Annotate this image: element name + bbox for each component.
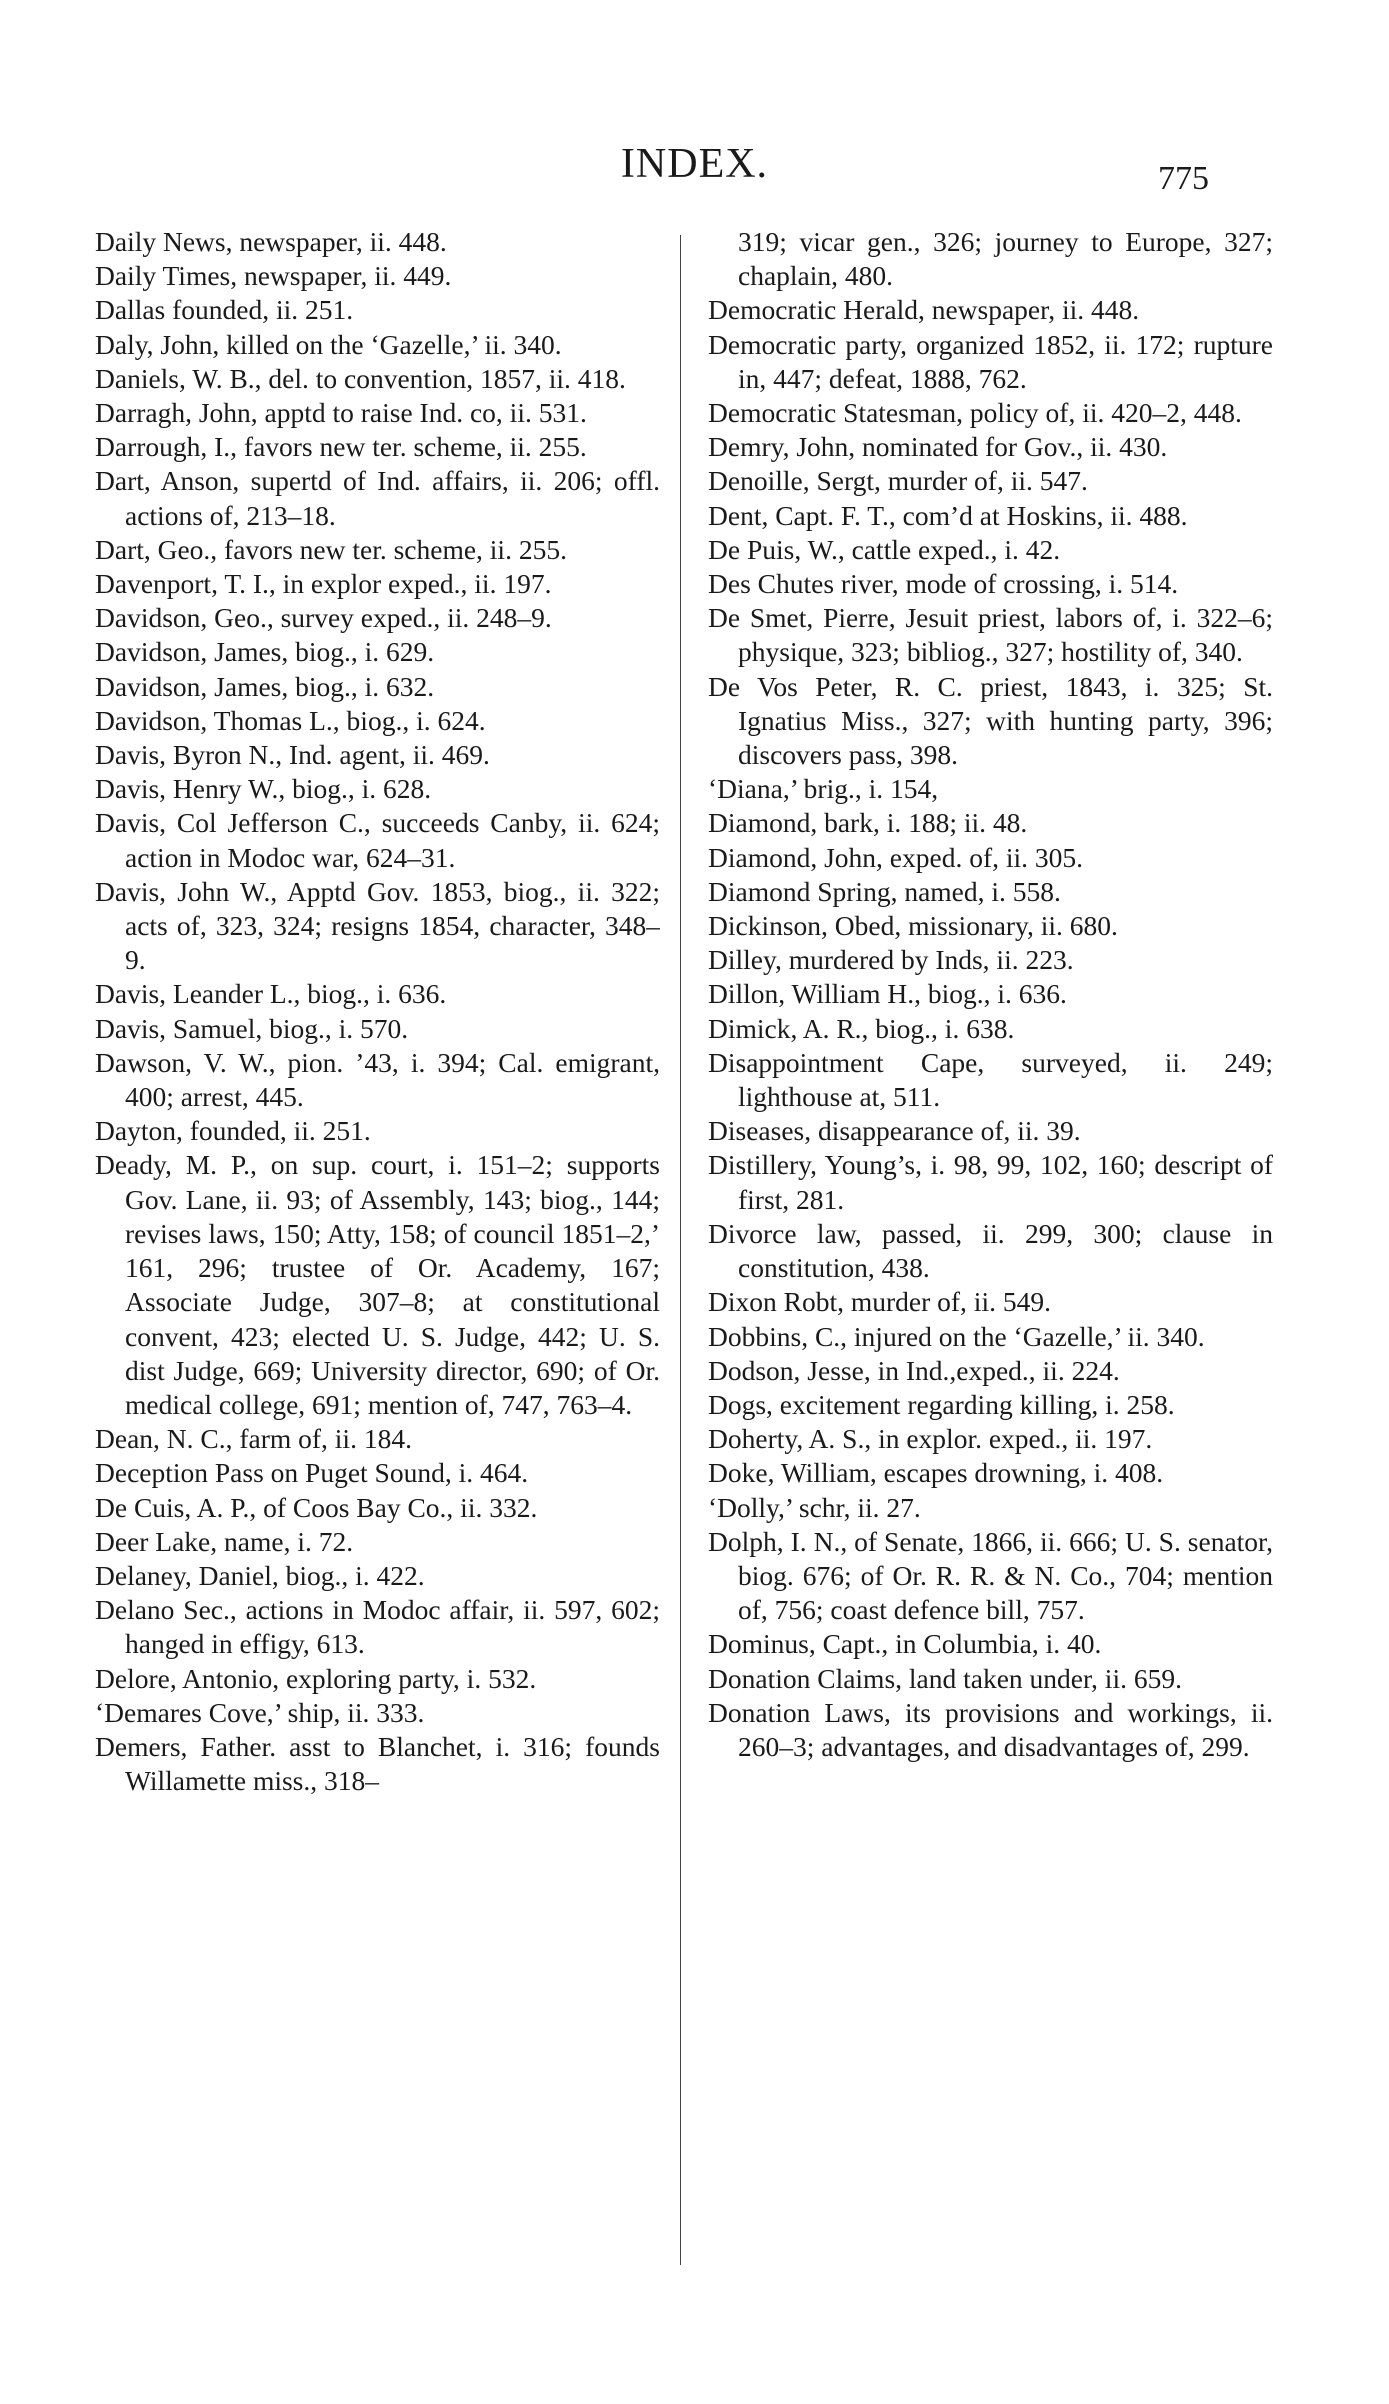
index-entry: Democratic party, organized 1852, ii. 172; rupture in, 447; defeat, 1888, 762. xyxy=(708,328,1273,394)
index-entry: Daily News, newspaper, ii. 448. xyxy=(95,226,447,257)
index-entry: Deady, M. P., on sup. court, i. 151–2; supports Gov. Lane, ii. 93; of Assembly, 143; biog., 144; revises laws, 150; Atty, 158; of council 1851–2,’ 161, 296; trustee of Or. Academy, 167; Associate Judge, 307–8; at constitutional convent, 423; elected U. S. Judge, 442; U. S. dist Judge, 669; University director, 690; of Or. medical college, 691; mention of, 747, 763–4. xyxy=(95,1149,660,1420)
index-entry: Delore, Antonio, exploring party, i. 532. xyxy=(95,1662,537,1694)
index-entry: Diamond Spring, named, i. 558. xyxy=(708,875,1061,907)
index-entry: Doke, William, escapes drowning, i. 408. xyxy=(708,1457,1164,1489)
index-entry: Diamond, John, exped. of, ii. 305. xyxy=(708,841,1084,873)
index-entry: Dilley, murdered by Inds, ii. 223. xyxy=(708,944,1074,976)
index-entry: ‘Demares Cove,’ ship, ii. 333. xyxy=(95,1696,425,1728)
index-entry: Dobbins, C., injured on the ‘Gazelle,’ ii. 340. xyxy=(708,1320,1205,1352)
page-number: 775 xyxy=(1158,160,1209,197)
index-entry: Davidson, James, biog., i. 632. xyxy=(95,670,435,702)
index-entry: Diseases, disappearance of, ii. 39. xyxy=(708,1115,1081,1147)
index-entry: Dart, Geo., favors new ter. scheme, ii. 255. xyxy=(95,533,567,565)
index-entry: Davidson, Thomas L., biog., i. 624. xyxy=(95,704,486,736)
index-entry: Dallas founded, ii. 251. xyxy=(95,294,354,326)
index-entry: Diamond, bark, i. 188; ii. 48. xyxy=(708,807,1028,839)
index-entry: Donation Laws, its provisions and workings, ii. 260–3; advantages, and disadvantages of, 299. xyxy=(708,1696,1273,1762)
index-entry: Davidson, James, biog., i. 629. xyxy=(95,636,435,668)
index-entry: Daly, John, killed on the ‘Gazelle,’ ii. 340. xyxy=(95,328,562,360)
index-entry: De Vos Peter, R. C. priest, 1843, i. 325; St. Ignatius Miss., 327; with hunting party, 396; discovers pass, 398. xyxy=(708,670,1273,771)
index-entry: Davis, Samuel, biog., i. 570. xyxy=(95,1012,409,1044)
index-entry: Daniels, W. B., del. to convention, 1857, ii. 418. xyxy=(95,362,626,394)
index-entry: Darragh, John, apptd to raise Ind. co, ii. 531. xyxy=(95,397,587,429)
index-entry: ‘Diana,’ brig., i. 154, xyxy=(708,773,939,805)
index-entry: Divorce law, passed, ii. 299, 300; clause in constitution, 438. xyxy=(708,1217,1273,1284)
index-entry: Delano Sec., actions in Modoc affair, ii. 597, 602; hanged in effigy, 613. xyxy=(95,1594,660,1660)
index-entry: Davenport, T. I., in explor exped., ii. 197. xyxy=(95,568,552,600)
index-entry: Demry, John, nominated for Gov., ii. 430. xyxy=(708,431,1168,463)
index-entry: Distillery, Young’s, i. 98, 99, 102, 160; descript of first, 281. xyxy=(708,1149,1273,1215)
index-entry: Donation Claims, land taken under, ii. 659. xyxy=(708,1662,1182,1694)
index-entry: Daily Times, newspaper, ii. 449. xyxy=(95,260,452,292)
index-entry: Davis, Col Jefferson C., succeeds Canby, ii. 624; action in Modoc war, 624–31. xyxy=(95,807,660,873)
index-entry: Dean, N. C., farm of, ii. 184. xyxy=(95,1423,412,1455)
index-column-right xyxy=(708,225,1273,2315)
index-entry: Dolph, I. N., of Senate, 1866, ii. 666; U. S. senator, biog. 676; of Or. R. R. & N. Co., 704; mention of, 756; coast defence bill, 757. xyxy=(708,1525,1273,1626)
column-divider xyxy=(680,235,681,2265)
index-entry: Dixon Robt, murder of, ii. 549. xyxy=(708,1286,1051,1318)
index-entry: Democratic Herald, newspaper, ii. 448. xyxy=(708,294,1140,326)
index-entry: Davis, John W., Apptd Gov. 1853, biog., ii. 322; acts of, 323, 324; resigns 1854, character, 348–9. xyxy=(95,875,660,976)
index-entry: Delaney, Daniel, biog., i. 422. xyxy=(95,1559,425,1591)
index-entry: ‘Dolly,’ schr, ii. 27. xyxy=(708,1491,921,1523)
index-entry: Dodson, Jesse, in Ind.,exped., ii. 224. xyxy=(708,1354,1120,1386)
index-entry: Dimick, A. R., biog., i. 638. xyxy=(708,1012,1015,1044)
index-columns xyxy=(95,225,1275,2315)
index-entry: Doherty, A. S., in explor. exped., ii. 197. xyxy=(708,1423,1153,1455)
index-entry: Dillon, William H., biog., i. 636. xyxy=(708,978,1067,1010)
index-entry: Davis, Byron N., Ind. agent, ii. 469. xyxy=(95,739,490,771)
running-title: INDEX. xyxy=(620,141,769,187)
index-entry: Dogs, excitement regarding killing, i. 258. xyxy=(708,1388,1175,1420)
index-entry: Dickinson, Obed, missionary, ii. 680. xyxy=(708,910,1118,942)
index-entry: De Puis, W., cattle exped., i. 42. xyxy=(708,533,1061,565)
index-entry: Davidson, Geo., survey exped., ii. 248–9. xyxy=(95,602,552,634)
index-entry: Dent, Capt. F. T., com’d at Hoskins, ii. 488. xyxy=(708,499,1188,531)
index-entry: Dawson, V. W., pion. ’43, i. 394; Cal. emigrant, 400; arrest, 445. xyxy=(95,1046,660,1113)
index-entry: De Cuis, A. P., of Coos Bay Co., ii. 332. xyxy=(95,1491,538,1523)
index-entry: Democratic Statesman, policy of, ii. 420–2, 448. xyxy=(708,397,1242,429)
index-entry: Dayton, founded, ii. 251. xyxy=(95,1115,371,1147)
index-column-left xyxy=(95,225,660,2315)
index-entry: Dominus, Capt., in Columbia, i. 40. xyxy=(708,1628,1102,1660)
index-entry: Deception Pass on Puget Sound, i. 464. xyxy=(95,1457,529,1489)
page-header xyxy=(0,140,1389,200)
index-entry: Darrough, I., favors new ter. scheme, ii. 255. xyxy=(95,431,587,463)
index-entry: Davis, Leander L., biog., i. 636. xyxy=(95,978,447,1010)
index-entry: Dart, Anson, supertd of Ind. affairs, ii. 206; offl. actions of, 213–18. xyxy=(95,465,660,531)
index-entry: Davis, Henry W., biog., i. 628. xyxy=(95,773,432,805)
index-entry: De Smet, Pierre, Jesuit priest, labors of, i. 322–6; physique, 323; bibliog., 327; hostility of, 340. xyxy=(708,602,1273,668)
index-entry: Denoille, Sergt, murder of, ii. 547. xyxy=(708,465,1088,497)
index-entry: Disappointment Cape, surveyed, ii. 249; lighthouse at, 511. xyxy=(708,1046,1273,1113)
index-entry: Demers, Father. asst to Blanchet, i. 316; founds Willamette miss., 318– xyxy=(95,1730,660,1797)
index-entry: Des Chutes river, mode of crossing, i. 514. xyxy=(708,568,1179,600)
index-entry: Deer Lake, name, i. 72. xyxy=(95,1525,354,1557)
index-entry-continuation: 319; vicar gen., 326; journey to Europe, 327; chaplain, 480. xyxy=(738,226,1273,292)
